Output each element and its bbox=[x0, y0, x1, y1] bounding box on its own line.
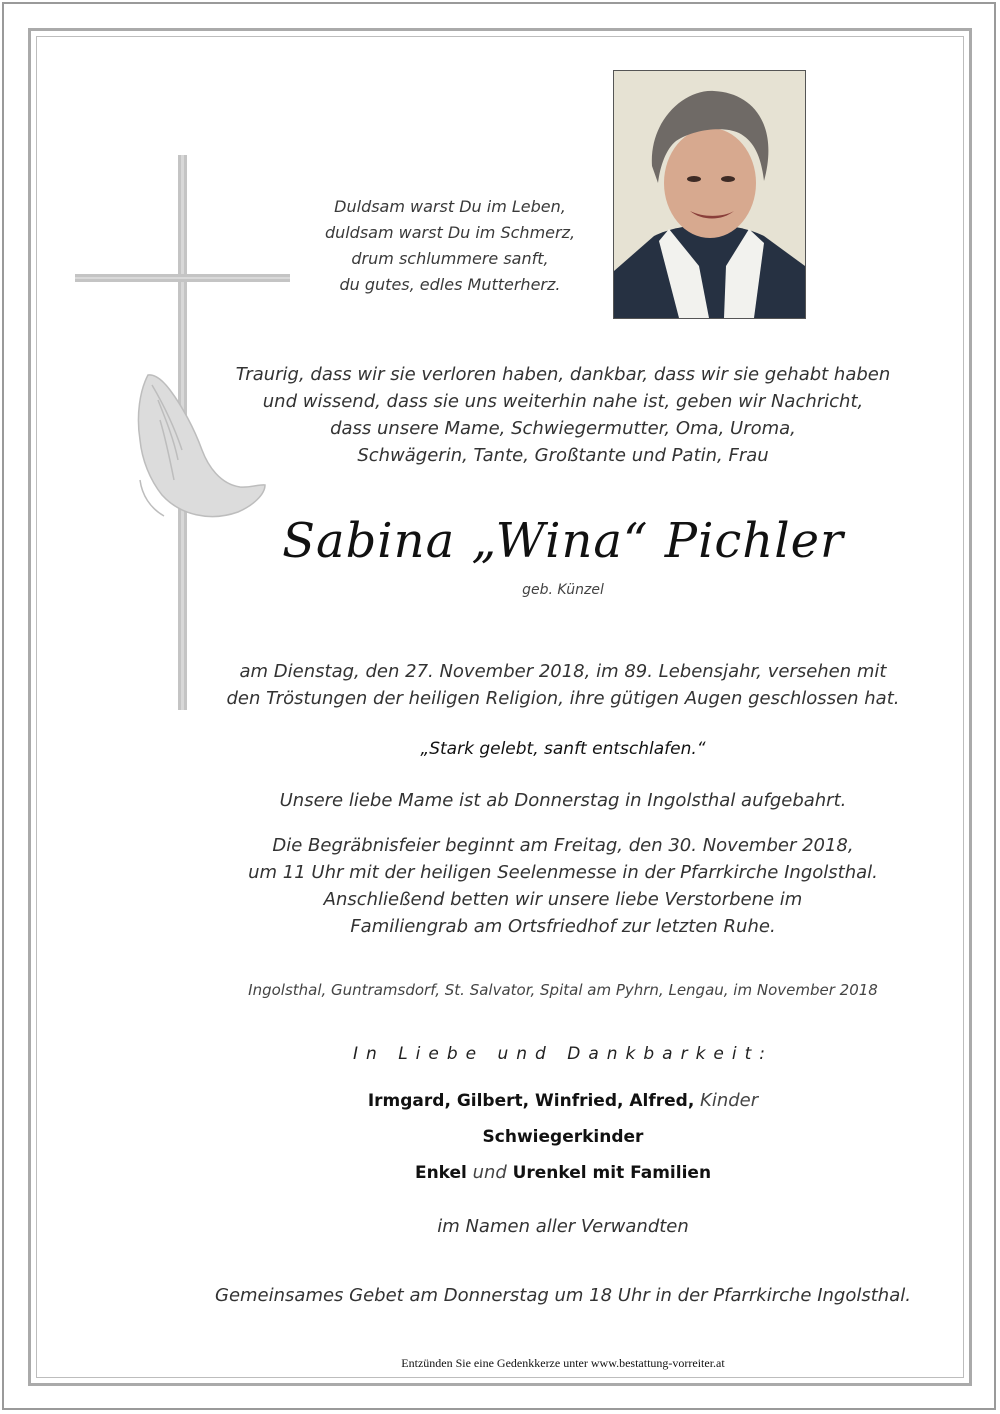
motto-quote: „Stark gelebt, sanft entschlafen.“ bbox=[420, 739, 706, 759]
intro-line: und wissend, dass sie uns weiterhin nahe ist, geben wir Nachricht, bbox=[262, 391, 864, 412]
relatives-note: im Namen aller Verwandten bbox=[437, 1216, 689, 1237]
birth-name: geb. Künzel bbox=[522, 582, 604, 598]
poem-line: du gutes, edles Mutterherz. bbox=[339, 275, 561, 294]
wake-notice: Unsere liebe Mame ist ab Donnerstag in Ingolsthal aufgebahrt. bbox=[279, 790, 847, 811]
funeral-line: um 11 Uhr mit der heiligen Seelenmesse in der Pfarrkirche Ingolsthal. bbox=[248, 862, 878, 883]
intro-line: Schwägerin, Tante, Großtante und Patin, Frau bbox=[357, 445, 769, 466]
great-grandchildren: Urenkel mit Familien bbox=[512, 1163, 712, 1183]
funeral-line: Die Begräbnisfeier beginnt am Freitag, den 30. November 2018, bbox=[272, 835, 854, 856]
poem-line: Duldsam warst Du im Leben, bbox=[334, 197, 566, 216]
prayer-notice: Gemeinsames Gebet am Donnerstag um 18 Uhr in der Pfarrkirche Ingolsthal. bbox=[215, 1285, 911, 1306]
portrait-photo bbox=[613, 70, 806, 319]
funeral-line: Familiengrab am Ortsfriedhof zur letzten Ruhe. bbox=[350, 916, 776, 937]
mourners-grandchildren-row bbox=[170, 1159, 956, 1195]
poem-line: duldsam warst Du im Schmerz, bbox=[324, 223, 576, 242]
poem-line: drum schlummere sanft, bbox=[351, 249, 549, 268]
mourners-in-laws-row bbox=[170, 1123, 956, 1159]
death-notice bbox=[170, 658, 956, 712]
deceased-name: Sabina „Wina“ Pichler bbox=[282, 513, 844, 569]
intro-text bbox=[170, 361, 956, 469]
mourners-children-row bbox=[170, 1087, 956, 1123]
in-laws: Schwiegerkinder bbox=[482, 1127, 644, 1147]
footer-memorial-link: Entzünden Sie eine Gedenkkerze unter www.bestattung-vorreiter.at bbox=[401, 1356, 725, 1370]
funeral-details bbox=[170, 832, 956, 940]
intro-line: Traurig, dass wir sie verloren haben, dankbar, dass wir sie gehabt haben bbox=[235, 364, 891, 385]
mourners-list bbox=[170, 1087, 956, 1195]
and-connector: und bbox=[472, 1162, 507, 1183]
death-notice-line: den Tröstungen der heiligen Religion, ihre gütigen Augen geschlossen hat. bbox=[226, 688, 900, 709]
portrait-image bbox=[614, 71, 805, 318]
intro-line: dass unsere Mame, Schwiegermutter, Oma, Uroma, bbox=[330, 418, 796, 439]
death-notice-line: am Dienstag, den 27. November 2018, im 89. Lebensjahr, versehen mit bbox=[239, 661, 887, 682]
poem bbox=[300, 194, 600, 298]
places-and-date: Ingolsthal, Guntramsdorf, St. Salvator, Spital am Pyhrn, Lengau, im November 2018 bbox=[248, 981, 878, 999]
gratitude-heading: In Liebe und Dankbarkeit: bbox=[353, 1044, 773, 1064]
children-label: Kinder bbox=[700, 1090, 759, 1111]
grandchildren: Enkel bbox=[414, 1163, 467, 1183]
funeral-line: Anschließend betten wir unsere liebe Verstorbene im bbox=[323, 889, 803, 910]
children-names: Irmgard, Gilbert, Winfried, Alfred, bbox=[367, 1091, 695, 1111]
